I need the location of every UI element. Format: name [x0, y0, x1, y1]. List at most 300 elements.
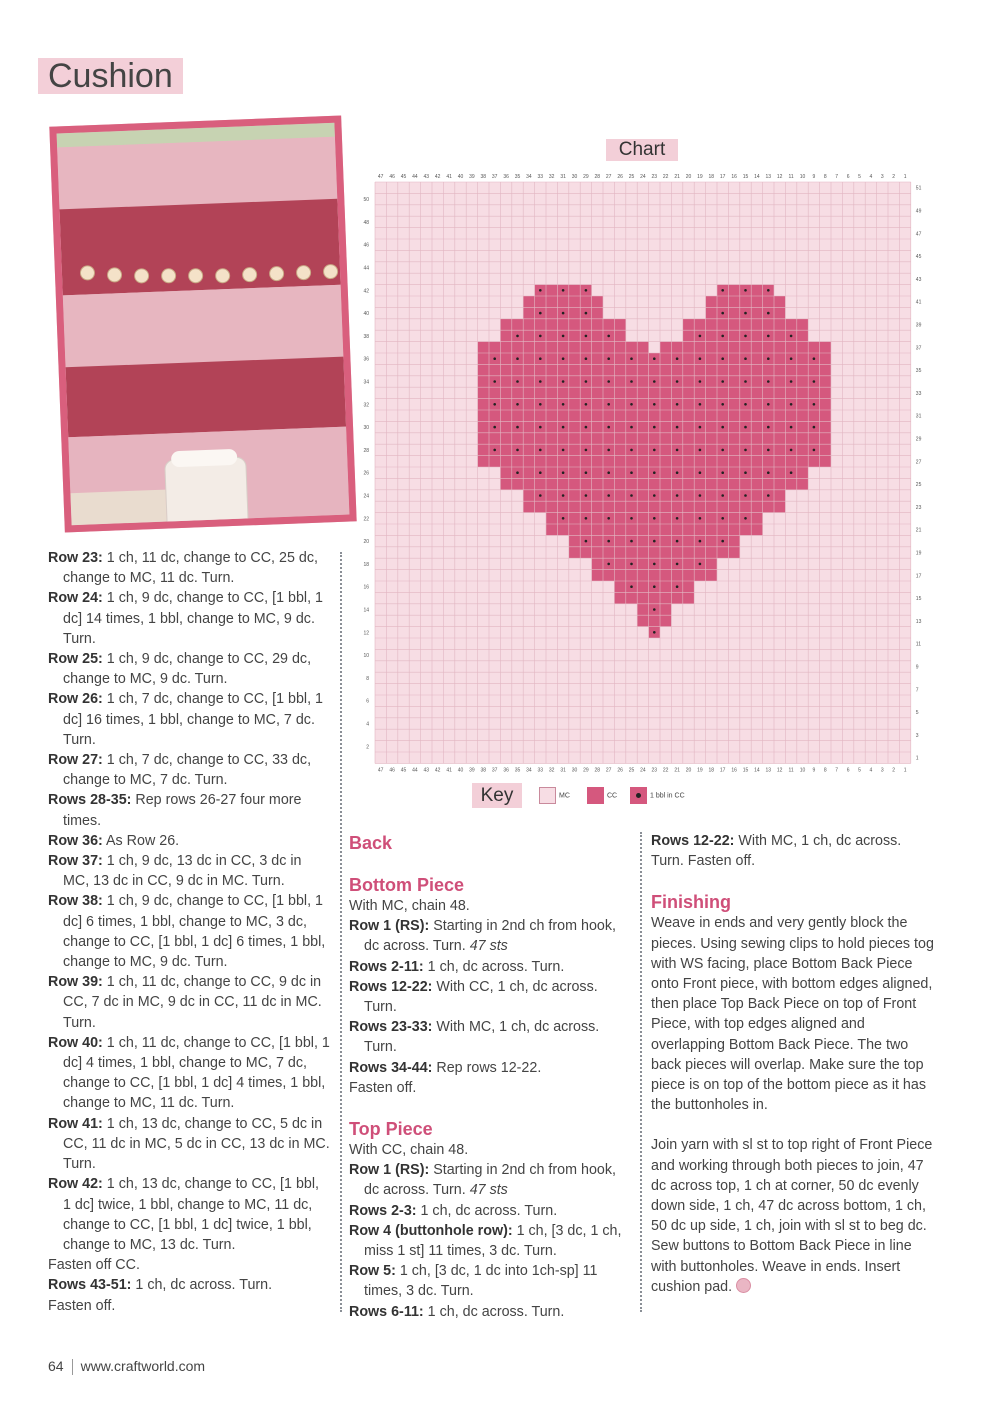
cc-cell	[569, 364, 580, 375]
cc-cell	[751, 353, 762, 364]
cc-cell	[580, 547, 591, 558]
cc-cell	[694, 456, 705, 467]
cc-cell	[706, 410, 717, 421]
cc-cell	[535, 433, 546, 444]
column-divider-left	[340, 552, 342, 1312]
cc-cell	[660, 387, 671, 398]
bobble-dot	[516, 335, 519, 338]
cc-cell	[500, 353, 511, 364]
column-label: 2	[892, 767, 896, 774]
bobble-dot	[630, 449, 633, 452]
cc-cell	[569, 444, 580, 455]
cc-cell	[535, 319, 546, 330]
bobble-dot	[539, 357, 542, 360]
back-heading: Back	[349, 833, 393, 853]
row-label: 50	[363, 197, 369, 204]
cc-cell	[740, 364, 751, 375]
cc-cell	[592, 570, 603, 581]
row-label: Rows 43-51:	[48, 1277, 132, 1294]
cc-cell	[717, 501, 728, 512]
bobble-dot	[767, 380, 770, 383]
cc-cell	[546, 433, 557, 444]
row-label: 18	[363, 561, 369, 568]
cc-cell	[671, 410, 682, 421]
bobble-dot	[699, 426, 702, 429]
cc-cell	[603, 387, 614, 398]
column-label: 38	[480, 174, 487, 180]
row-text: 1 ch, 9 dc, change to CC, [1 bbl, 1 dc] 14 times, 1 bbl, change to MC, 9 dc. Turn.	[63, 590, 323, 647]
cc-cell	[523, 330, 534, 341]
cc-cell	[512, 456, 523, 467]
cc-cell	[774, 490, 785, 501]
cc-cell	[728, 444, 739, 455]
cc-cell	[671, 501, 682, 512]
cc-cell	[557, 478, 568, 489]
column-label: 21	[674, 767, 680, 774]
cc-cell	[523, 421, 534, 432]
instruction-row	[349, 916, 634, 956]
row-label: 45	[915, 254, 922, 261]
bobble-dot	[721, 289, 724, 292]
column-label: 45	[400, 174, 407, 180]
cc-cell	[683, 513, 694, 524]
column-label: 34	[526, 174, 532, 180]
cc-cell	[820, 342, 831, 353]
cc-cell	[694, 342, 705, 353]
bobble-dot	[699, 494, 702, 497]
row-text: Fasten off.	[48, 1297, 116, 1314]
bobble-dot	[516, 471, 519, 474]
cc-cell	[557, 387, 568, 398]
cc-cell	[649, 410, 660, 421]
page-footer	[48, 1358, 205, 1375]
cc-cell	[683, 444, 694, 455]
cc-cell	[569, 490, 580, 501]
cc-cell	[706, 376, 717, 387]
cc-cell	[546, 478, 557, 489]
cc-cell	[557, 342, 568, 353]
cc-cell	[569, 342, 580, 353]
cc-cell	[614, 364, 625, 375]
bobble-dot	[585, 426, 588, 429]
cc-cell	[614, 410, 625, 421]
column-label: 41	[446, 767, 452, 774]
cc-cell	[694, 524, 705, 535]
finishing-paragraph-2: Join yarn with sl st to top right of Front Piece and working through both pieces to join, 47 dc across top, 1 ch at corner, 50 dc evenly down side, 1 ch, 47 dc across bottom, 1 ch, 50 dc up side, 1 ch, join with sl st to beg dc. Sew buttons to Bottom Back Piece in line with buttonholes. Weave in ends. Insert cushion pad.	[651, 1137, 933, 1295]
column-label: 42	[434, 767, 441, 774]
cc-cell	[671, 478, 682, 489]
cc-cell	[706, 467, 717, 478]
cc-cell	[728, 456, 739, 467]
cc-cell	[603, 570, 614, 581]
cc-cell	[580, 478, 591, 489]
cc-cell	[637, 342, 648, 353]
cc-cell	[774, 353, 785, 364]
column-label: 12	[776, 174, 783, 180]
cc-cell	[728, 433, 739, 444]
cc-cell	[660, 570, 671, 581]
cc-cell	[614, 421, 625, 432]
cc-cell	[683, 410, 694, 421]
cc-cell	[671, 342, 682, 353]
cc-cell	[660, 342, 671, 353]
cc-cell	[592, 376, 603, 387]
cc-cell	[500, 342, 511, 353]
cc-cell	[797, 353, 808, 364]
bottom-fasten-off: Fasten off.	[349, 1079, 417, 1096]
bottom-piece-heading: Bottom Piece	[349, 875, 465, 895]
bobble-dot	[790, 403, 793, 406]
cc-cell	[751, 524, 762, 535]
bobble-dot	[676, 357, 679, 360]
cc-cell	[751, 421, 762, 432]
instruction-row	[349, 1160, 634, 1200]
cc-cell	[569, 296, 580, 307]
cc-cell	[683, 353, 694, 364]
cc-cell	[797, 410, 808, 421]
bobble-dot	[767, 426, 770, 429]
cc-cell	[774, 501, 785, 512]
cc-cell	[763, 342, 774, 353]
cc-cell	[820, 456, 831, 467]
bobble-dot	[607, 335, 610, 338]
cc-cell	[728, 330, 739, 341]
column-label: 23	[651, 174, 658, 180]
row-label: 14	[363, 607, 369, 614]
cc-cell	[763, 296, 774, 307]
page-title: Cushion	[38, 58, 183, 94]
cc-cell	[478, 444, 489, 455]
cc-cell	[797, 342, 808, 353]
cc-cell	[660, 433, 671, 444]
cc-cell	[580, 342, 591, 353]
column-label: 40	[457, 767, 464, 774]
row-label: 46	[363, 242, 369, 249]
cc-cell	[751, 490, 762, 501]
bobble-dot	[653, 563, 656, 566]
bobble-dot	[653, 380, 656, 383]
cc-cell	[569, 387, 580, 398]
cc-cell	[569, 513, 580, 524]
row-label: 22	[363, 516, 369, 523]
cc-cell	[706, 558, 717, 569]
bobble-dot	[813, 449, 816, 452]
row-label: Row 42:	[48, 1176, 103, 1193]
cc-cell	[592, 364, 603, 375]
bobble-dot	[721, 494, 724, 497]
column-label: 18	[708, 767, 715, 774]
column-divider-right	[640, 832, 642, 1312]
bobble-dot	[585, 449, 588, 452]
cc-cell	[614, 376, 625, 387]
cc-cell	[637, 376, 648, 387]
cc-cell	[706, 353, 717, 364]
column-label: 39	[469, 767, 475, 774]
bobble-dot	[744, 335, 747, 338]
column-label: 31	[560, 174, 566, 180]
cc-cell	[751, 342, 762, 353]
cc-cell	[592, 342, 603, 353]
cc-cell	[728, 421, 739, 432]
cc-cell	[820, 399, 831, 410]
bobble-dot	[790, 335, 793, 338]
cc-cell	[694, 478, 705, 489]
cc-cell	[660, 364, 671, 375]
bobble-dot	[630, 403, 633, 406]
cc-cell	[694, 547, 705, 558]
cc-cell	[820, 353, 831, 364]
cc-cell	[489, 364, 500, 375]
cc-cell	[797, 399, 808, 410]
row-label: Rows 23-33:	[349, 1019, 433, 1036]
row-label: 25	[915, 482, 922, 489]
cc-cell	[751, 330, 762, 341]
back-instructions	[349, 830, 634, 1322]
cc-cell	[626, 410, 637, 421]
bobble-dot	[562, 426, 565, 429]
cc-cell	[523, 387, 534, 398]
bobble-dot	[562, 380, 565, 383]
row-text: Rep rows 12-22.	[432, 1059, 542, 1076]
cc-cell	[546, 456, 557, 467]
cc-cell	[683, 467, 694, 478]
column-label: 17	[719, 174, 726, 180]
row-label: Row 25:	[48, 651, 103, 668]
row-text: 1 ch, [3 dc, 1 ch, miss 1 st] 11 times, 3 dc. Turn.	[364, 1222, 622, 1260]
cc-cell	[671, 364, 682, 375]
row-text: 1 ch, dc across. Turn.	[416, 1202, 558, 1219]
cc-cell	[740, 296, 751, 307]
cc-cell	[763, 478, 774, 489]
cc-cell	[592, 410, 603, 421]
cc-cell	[717, 342, 728, 353]
cc-cell	[637, 433, 648, 444]
cc-cell	[637, 547, 648, 558]
bobble-dot	[790, 471, 793, 474]
column-label: 41	[446, 174, 452, 180]
bobble-dot	[562, 471, 565, 474]
row-label: 26	[363, 470, 369, 477]
cc-cell	[740, 410, 751, 421]
cc-cell	[740, 433, 751, 444]
cc-cell	[500, 421, 511, 432]
column-label: 11	[788, 174, 794, 180]
bobble-dot	[813, 426, 816, 429]
bobble-dot	[744, 426, 747, 429]
column-label: 28	[594, 767, 601, 774]
column-label: 16	[731, 767, 737, 774]
cc-cell	[478, 376, 489, 387]
row-label: 16	[363, 584, 369, 591]
cc-cell	[683, 592, 694, 603]
cc-cell	[649, 592, 660, 603]
row-label: Rows 6-11:	[349, 1303, 424, 1320]
cc-cell	[523, 444, 534, 455]
cc-cell	[683, 535, 694, 546]
row-label: 5	[915, 710, 919, 717]
column-label: 14	[754, 767, 760, 774]
bobble-dot	[699, 403, 702, 406]
instruction-row	[48, 750, 330, 790]
cc-cell	[740, 342, 751, 353]
cc-cell	[728, 490, 739, 501]
bobble-dot	[653, 449, 656, 452]
cc-cell	[660, 615, 671, 626]
bobble-dot	[562, 517, 565, 520]
cc-cell	[580, 433, 591, 444]
row-label: 48	[363, 219, 369, 226]
row-label: 3	[915, 732, 919, 739]
bobble-dot	[630, 585, 633, 588]
column-label: 36	[503, 174, 509, 180]
instruction-row	[48, 689, 330, 750]
cc-cell	[489, 410, 500, 421]
row-label: 10	[363, 653, 369, 660]
rows-12-22-label: Rows 12-22:	[651, 833, 735, 849]
row-label: 34	[363, 379, 369, 386]
row-label: 49	[915, 208, 922, 215]
bobble-dot	[790, 449, 793, 452]
bobble-dot	[721, 426, 724, 429]
row-label: Row 38:	[48, 893, 103, 910]
cc-cell	[763, 456, 774, 467]
cc-cell	[569, 547, 580, 558]
cc-cell	[500, 478, 511, 489]
bobble-dot	[562, 494, 565, 497]
column-label: 32	[548, 767, 555, 774]
column-label: 23	[651, 767, 658, 774]
column-label: 18	[708, 174, 715, 180]
bobble-dot	[607, 471, 610, 474]
bobble-dot	[585, 540, 588, 543]
cc-cell	[523, 456, 534, 467]
cc-cell	[535, 410, 546, 421]
bobble-dot	[676, 449, 679, 452]
column-label: 26	[617, 174, 623, 180]
key-item-bbl: 1 bbl in CC	[630, 787, 685, 804]
cc-cell	[637, 456, 648, 467]
cc-cell	[569, 285, 580, 296]
bobble-dot	[676, 494, 679, 497]
cc-cell	[751, 410, 762, 421]
cc-cell	[740, 387, 751, 398]
cc-cell	[660, 399, 671, 410]
bobble-dot	[721, 380, 724, 383]
cc-cell	[557, 433, 568, 444]
cc-cell	[500, 467, 511, 478]
column-label: 31	[560, 767, 566, 774]
row-label: 39	[915, 322, 922, 329]
cc-cell	[706, 501, 717, 512]
column-label: 44	[412, 767, 418, 774]
row-label: 17	[915, 573, 922, 580]
cc-cell	[774, 444, 785, 455]
cc-cell	[751, 319, 762, 330]
cc-cell	[797, 319, 808, 330]
column-label: 14	[754, 174, 760, 180]
bobble-dot	[493, 403, 496, 406]
column-label: 6	[846, 174, 850, 180]
cc-cell	[706, 433, 717, 444]
cc-cell	[523, 296, 534, 307]
bobble-dot	[539, 335, 542, 338]
bobble-dot	[585, 471, 588, 474]
cc-cell	[706, 399, 717, 410]
cc-cell	[694, 501, 705, 512]
cc-cell	[740, 478, 751, 489]
cc-cell	[728, 342, 739, 353]
cc-cell	[512, 410, 523, 421]
cc-cell	[683, 581, 694, 592]
cc-cell	[751, 364, 762, 375]
cc-cell	[808, 364, 819, 375]
cc-cell	[500, 433, 511, 444]
row-label: 32	[363, 402, 369, 409]
cc-cell	[717, 364, 728, 375]
cc-cell	[523, 399, 534, 410]
page-number: 64	[48, 1358, 64, 1374]
cc-cell	[660, 421, 671, 432]
cc-cell	[751, 433, 762, 444]
bobble-dot	[721, 312, 724, 315]
bobble-dot	[585, 357, 588, 360]
cc-cell	[649, 433, 660, 444]
cc-cell	[626, 478, 637, 489]
cc-cell	[683, 364, 694, 375]
row-label: 11	[915, 641, 922, 648]
cc-cell	[603, 364, 614, 375]
row-text: 1 ch, dc across. Turn.	[423, 958, 565, 975]
cc-cell	[763, 387, 774, 398]
cc-cell	[489, 433, 500, 444]
cc-cell	[512, 364, 523, 375]
cc-cell	[649, 547, 660, 558]
bobble-dot	[767, 357, 770, 360]
bobble-dot	[493, 426, 496, 429]
cc-cell	[728, 364, 739, 375]
instruction-row	[349, 1261, 634, 1301]
cc-cell	[660, 592, 671, 603]
row-text: 1 ch, 7 dc, change to CC, 33 dc, change to MC, 7 dc. Turn.	[63, 752, 312, 789]
cc-cell	[592, 387, 603, 398]
column-label: 22	[662, 767, 669, 774]
cc-cell	[546, 285, 557, 296]
cc-cell	[751, 399, 762, 410]
cc-cell	[614, 467, 625, 478]
cc-cell	[637, 467, 648, 478]
cc-cell	[808, 387, 819, 398]
cc-cell	[797, 467, 808, 478]
bobble-dot	[790, 426, 793, 429]
cc-cell	[500, 330, 511, 341]
cc-cell	[580, 501, 591, 512]
column-label: 29	[583, 174, 589, 180]
cc-cell	[569, 410, 580, 421]
bobble-dot	[607, 540, 610, 543]
cc-cell	[671, 547, 682, 558]
cc-cell	[592, 330, 603, 341]
bobble-dot	[607, 494, 610, 497]
bobble-dot	[699, 335, 702, 338]
bobble-dot	[744, 517, 747, 520]
cc-cell	[808, 456, 819, 467]
cc-cell	[512, 433, 523, 444]
row-label: Row 41:	[48, 1115, 103, 1132]
cc-cell	[626, 501, 637, 512]
cc-cell	[728, 387, 739, 398]
cc-cell	[728, 467, 739, 478]
cc-cell	[478, 421, 489, 432]
